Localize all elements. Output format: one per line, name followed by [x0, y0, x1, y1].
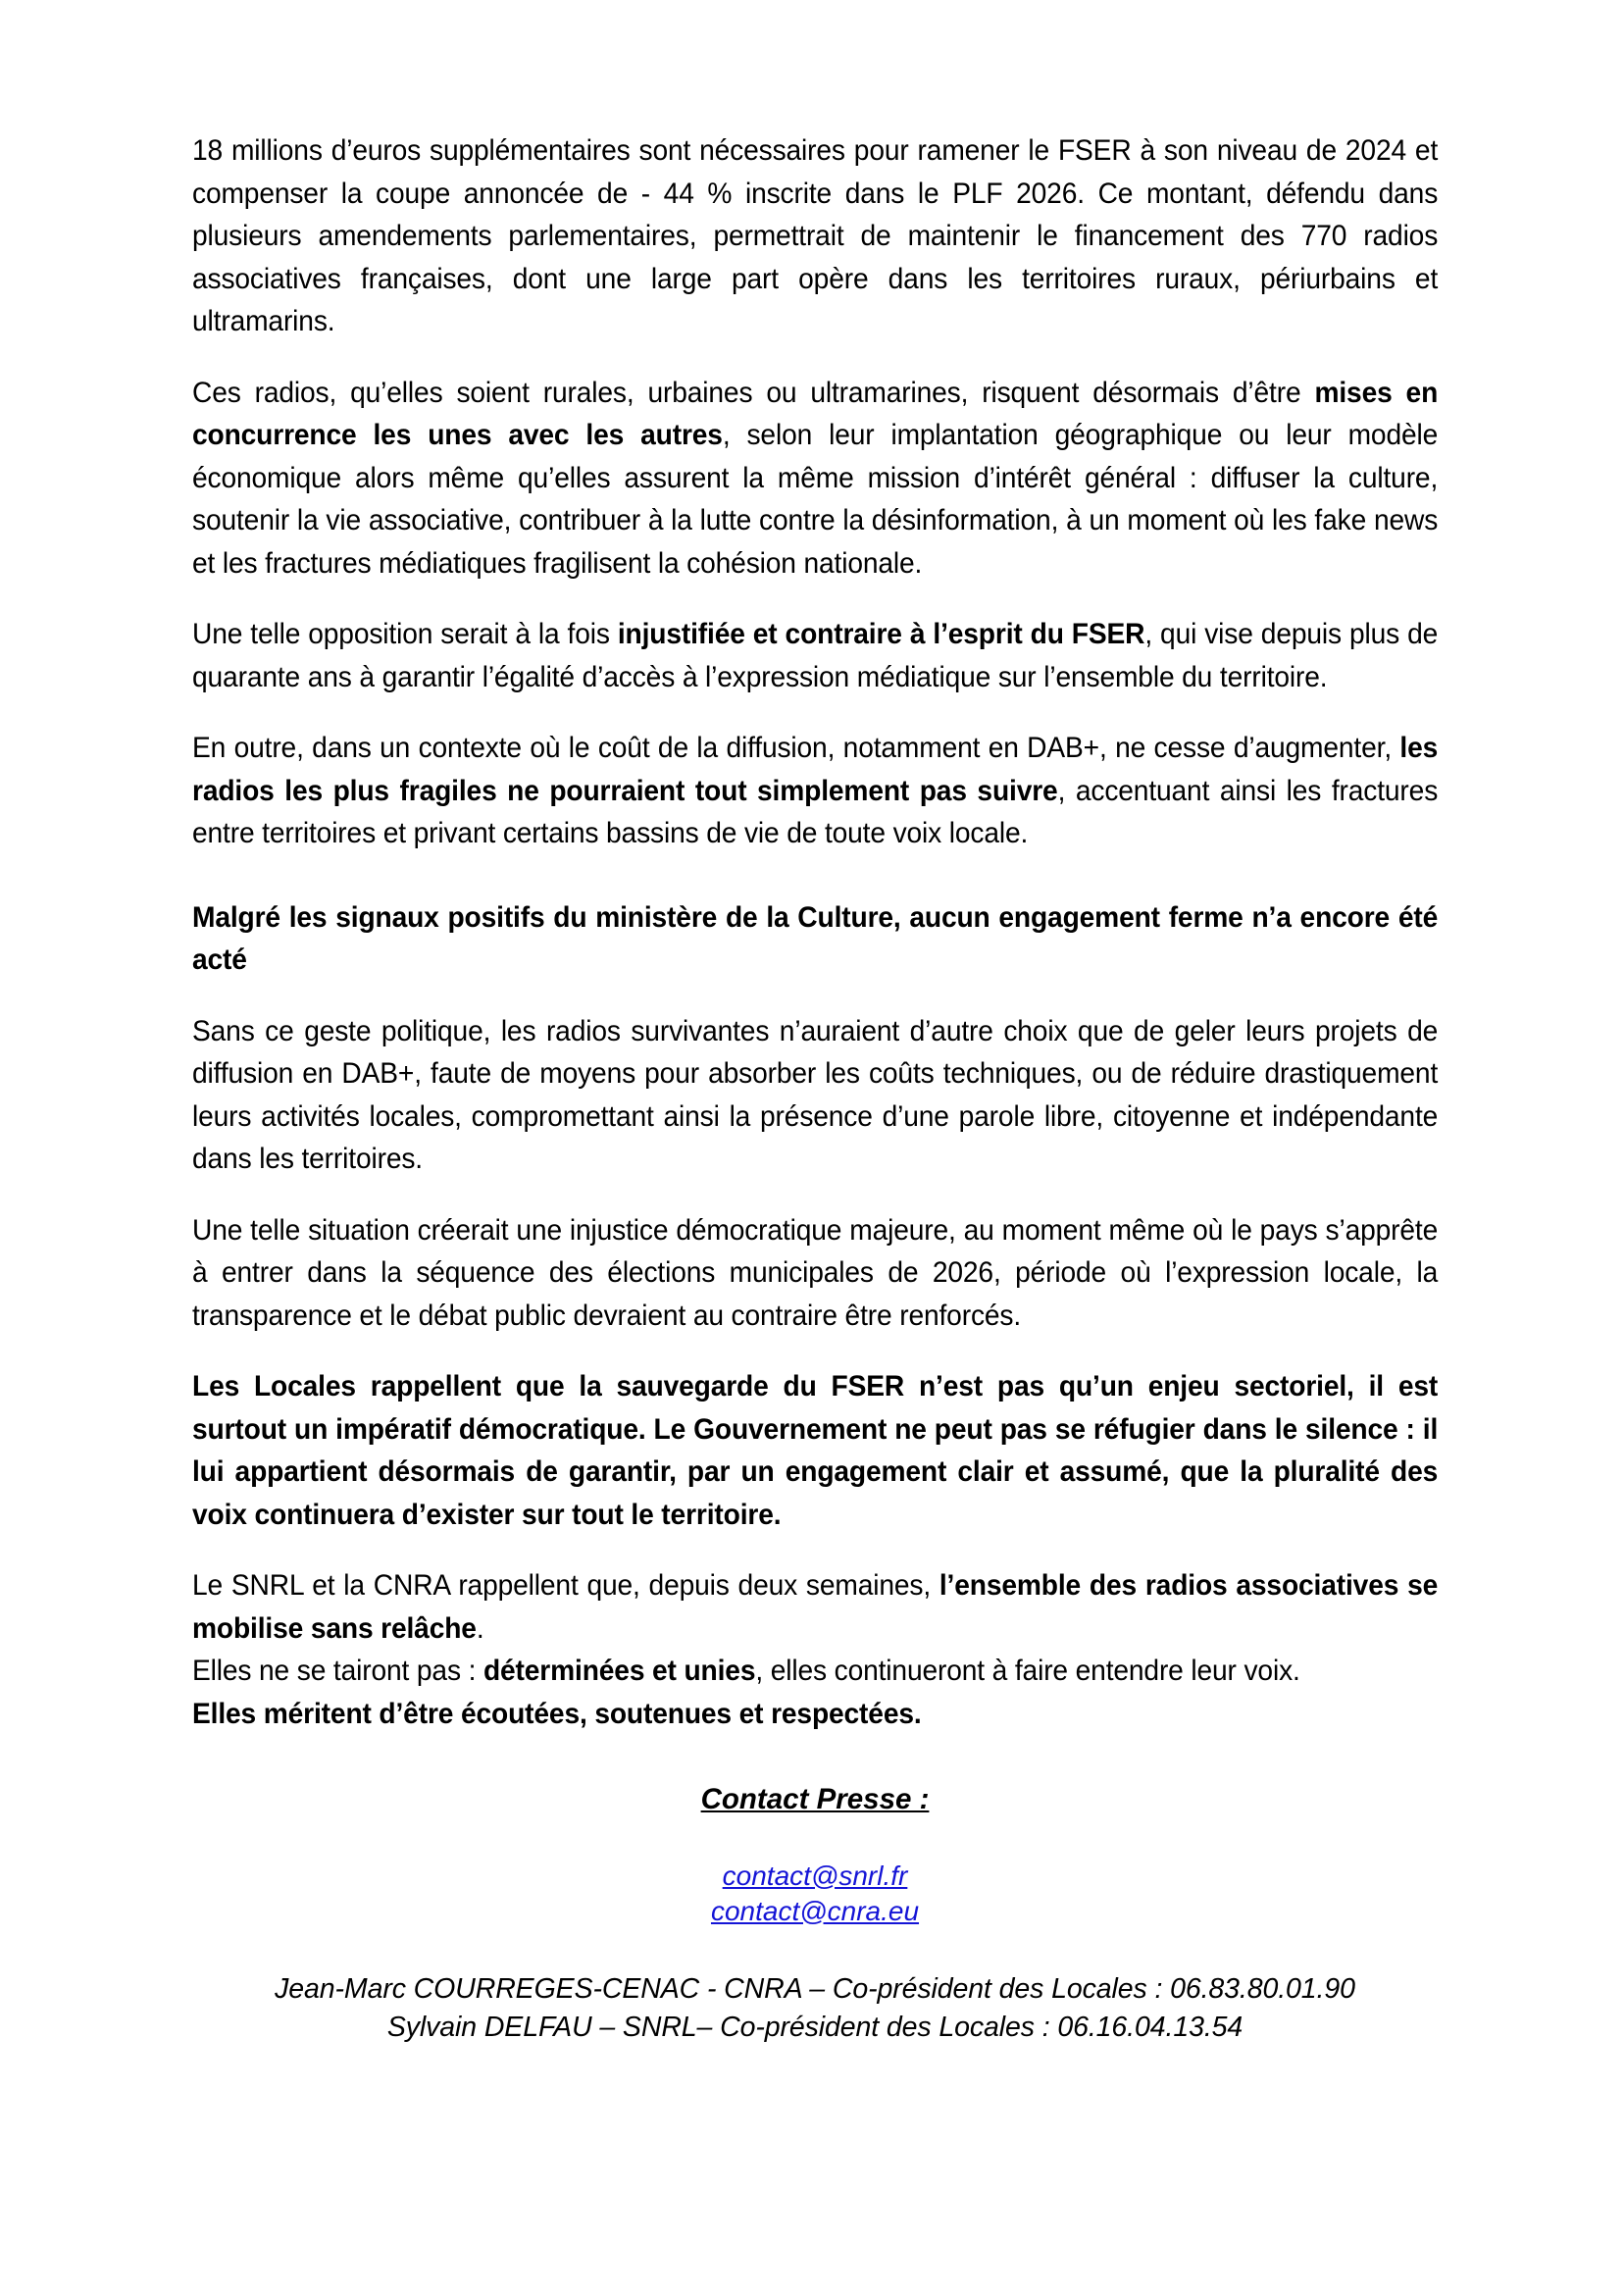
body-text: . [476, 1611, 484, 1645]
paragraph-1 [192, 129, 1438, 343]
signature-line-cnra: Jean-Marc COURREGES-CENAC - CNRA – Co-président des Locales : 06.83.80.01.90 [275, 1972, 1355, 2005]
section-heading-ministere [192, 896, 1438, 982]
body-text: 18 millions d’euros supplémentaires sont nécessaires pour ramener le FSER à son niveau de 2024 et compenser la coupe annoncée de - 44 % inscrite dans le PLF 2026. Ce montant, défendu dans plusieurs amendements parlementaires, permettrait de maintenir le financement des 770 radios associatives françaises, dont une large part opère dans les territoires ruraux, périurbains et ultramarins. [192, 134, 1439, 337]
paragraph-3 [192, 613, 1438, 698]
paragraph-2 [192, 372, 1438, 586]
paragraph-6 [192, 1209, 1438, 1338]
paragraph-9 [192, 1650, 1438, 1693]
body-text: Elles ne se tairont pas : [192, 1655, 483, 1687]
emphasis-text: déterminées et unies [482, 1655, 756, 1687]
body-text: , accentuant ainsi les fractures entre territoires et privant certains bassins de vie de toute voix locale. [192, 774, 1439, 849]
emphasis-text: les radios les plus fragiles ne pourraient tout simplement pas suivre [192, 732, 1439, 807]
paragraph-7-les-locales [192, 1365, 1438, 1536]
body-text: Une telle situation créerait une injustice démocratique majeure, au moment même où le pays s’apprête à entrer dans la séquence des élections municipales de 2026, période où l’expression locale, la transparence et le débat public devraient au contraire être renforcés. [192, 1213, 1439, 1332]
paragraph-5 [192, 1010, 1438, 1181]
body-text: Une telle opposition serait à la fois [192, 618, 618, 650]
paragraph-4 [192, 727, 1438, 855]
body-text: , selon leur implantation géographique ou leur modèle économique alors même qu’elles assurent la même mission d’intérêt général : diffuser la culture, soutenir la vie associative, contribuer à la lutte contre la désinformation, à un moment où les fake news et les fractures médiatiques fragilisent la cohésion nationale. [192, 419, 1439, 580]
email-link-cnra[interactable]: contact@cnra.eu [710, 1895, 920, 1926]
emphasis-text: mises en concurrence les unes avec les autres [192, 376, 1439, 451]
signature-block [192, 1970, 1438, 2047]
contact-email-list [192, 1859, 1438, 1929]
body-text: , elles continueront à faire entendre leur voix. [755, 1655, 1300, 1687]
body-text: Ces radios, qu’elles soient rurales, urbaines ou ultramarines, risquent désormais d’être [192, 376, 1315, 409]
emphasis-text: l’ensemble des radios associatives se mobilise sans relâche [192, 1569, 1439, 1645]
contact-presse-title: Contact Presse : [700, 1783, 930, 1815]
body-text: Le SNRL et la CNRA rappellent que, depuis deux semaines, [192, 1569, 939, 1602]
emphasis-text: Les Locales rappellent que la sauvegarde du FSER n’est pas qu’un enjeu sectoriel, il est surtout un impératif démocratique. Le Gouvernement ne peut pas se réfugier dans le silence : il lui appartient désormais de garantir, par un engagement clair et assumé, que la pluralité des voix continuera d’exister sur tout le territoire. [192, 1370, 1439, 1531]
signature-line-snrl: Sylvain DELFAU – SNRL– Co-président des Locales : 06.16.04.13.54 [386, 2011, 1243, 2043]
body-text: , qui vise depuis plus de quarante ans à garantir l’égalité d’accès à l’expression médiatique sur l’ensemble du territoire. [192, 618, 1439, 693]
email-link-snrl[interactable]: contact@snrl.fr [722, 1860, 908, 1891]
document-body [192, 129, 1438, 2047]
emphasis-text: Malgré les signaux positifs du ministère de la Culture, aucun engagement ferme n’a encore été acté [192, 900, 1439, 976]
emphasis-text: Elles méritent d’être écoutées, soutenues et respectées. [192, 1697, 922, 1730]
body-text: Sans ce geste politique, les radios survivantes n’auraient d’autre choix que de geler leurs projets de diffusion en DAB+, faute de moyens pour absorber les coûts techniques, ou de réduire drastiquement leurs activités locales, compromettant ainsi la présence d’une parole libre, citoyenne et indépendante dans les territoires. [192, 1014, 1439, 1175]
paragraph-8 [192, 1564, 1438, 1650]
body-text: En outre, dans un contexte où le coût de la diffusion, notamment en DAB+, ne cesse d’augmenter, [192, 732, 1400, 764]
paragraph-10 [192, 1693, 1438, 1736]
emphasis-text: injustifiée et contraire à l’esprit du FSER [617, 618, 1145, 650]
